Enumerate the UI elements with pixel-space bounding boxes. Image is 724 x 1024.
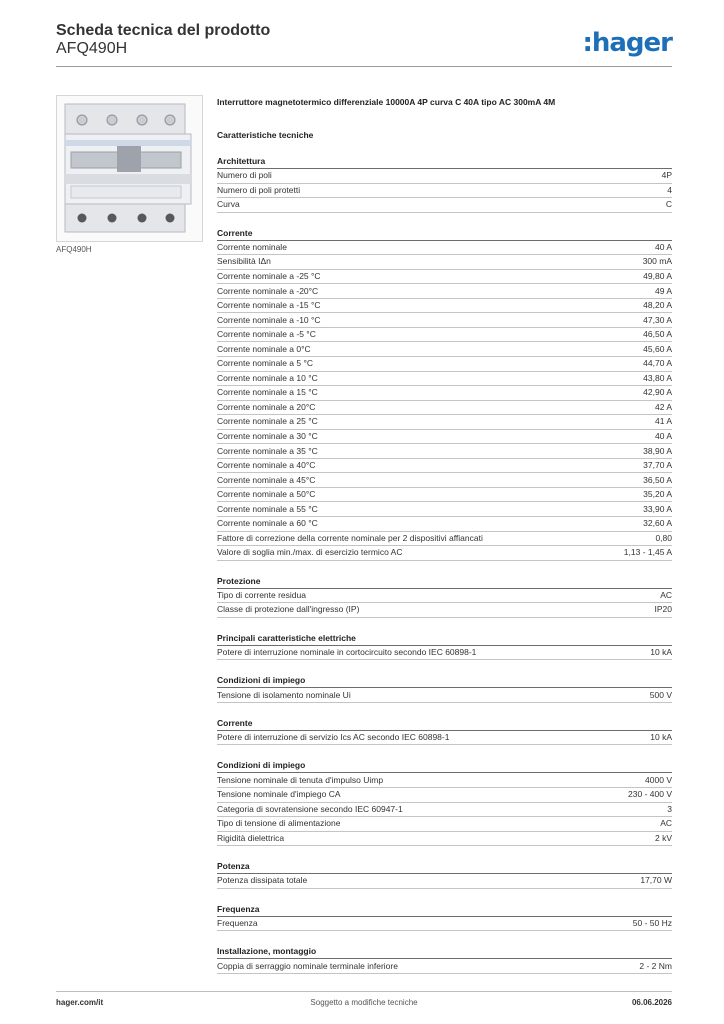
header-divider bbox=[56, 66, 672, 67]
spec-row bbox=[217, 401, 672, 416]
spec-row bbox=[217, 817, 672, 832]
spec-label: Categoria di sovratensione secondo IEC 60947-1 bbox=[217, 803, 403, 814]
spec-label: Corrente nominale a -10 °C bbox=[217, 314, 321, 325]
spec-value: 41 A bbox=[654, 416, 672, 427]
spec-value: 3 bbox=[667, 803, 672, 814]
spec-value: 300 mA bbox=[642, 256, 672, 267]
spec-label: Coppia di serraggio nominale terminale inferiore bbox=[217, 960, 398, 971]
spec-value: 44,70 A bbox=[643, 358, 672, 369]
spec-section bbox=[217, 227, 672, 561]
spec-section bbox=[217, 674, 672, 703]
section-title: Potenza bbox=[217, 860, 672, 874]
footer-date: 06.06.2026 bbox=[631, 998, 672, 1007]
spec-label: Corrente nominale a -25 °C bbox=[217, 271, 321, 281]
spec-row bbox=[217, 517, 672, 532]
spec-value: 38,90 A bbox=[643, 445, 672, 456]
spec-row bbox=[217, 357, 672, 372]
spec-label: Tensione nominale d'impiego CA bbox=[217, 789, 341, 800]
spec-value: 46,50 A bbox=[643, 329, 672, 340]
spec-value: 45,60 A bbox=[643, 343, 672, 354]
spec-row bbox=[217, 444, 672, 459]
spec-value: 0,80 bbox=[655, 532, 672, 543]
spec-label: Curva bbox=[217, 199, 240, 210]
spec-value: 10 kA bbox=[650, 647, 672, 658]
spec-label: Sensibilità IΔn bbox=[217, 256, 271, 267]
spec-row bbox=[217, 959, 672, 974]
spec-value: 10 kA bbox=[650, 732, 672, 743]
spec-row bbox=[217, 270, 672, 285]
spec-row bbox=[217, 874, 672, 889]
section-title: Condizioni di impiego bbox=[217, 674, 672, 688]
section-title: Corrente bbox=[217, 717, 672, 731]
spec-value: 47,30 A bbox=[643, 314, 672, 325]
spec-label: Tipo di tensione di alimentazione bbox=[217, 818, 341, 829]
spec-value: 35,20 A bbox=[643, 489, 672, 500]
spec-label: Corrente nominale a 15 °C bbox=[217, 387, 318, 398]
spec-label: Tensione nominale di tenuta d'impulso Uimp bbox=[217, 774, 384, 785]
spec-label: Corrente nominale a 60 °C bbox=[217, 518, 318, 529]
spec-label: Potere di interruzione di servizio Ics AC secondo IEC 60898-1 bbox=[217, 732, 450, 743]
spec-value: 17,70 W bbox=[640, 875, 672, 886]
spec-label: Potenza dissipata totale bbox=[217, 875, 308, 886]
circuit-breaker-image bbox=[57, 96, 202, 241]
spec-section bbox=[217, 717, 672, 746]
spec-value: 50 - 50 Hz bbox=[632, 917, 672, 928]
spec-label: Rigidità dielettrica bbox=[217, 832, 285, 843]
spec-label: Classe di protezione dall'ingresso (IP) bbox=[217, 604, 360, 615]
hager-logo: :hager bbox=[582, 28, 672, 58]
spec-value: 42 A bbox=[654, 401, 672, 412]
spec-label: Corrente nominale a -15 °C bbox=[217, 300, 321, 311]
spec-value: 48,20 A bbox=[643, 300, 672, 311]
spec-label: Frequenza bbox=[217, 917, 258, 928]
section-title: Protezione bbox=[217, 575, 672, 589]
spec-row bbox=[217, 731, 672, 746]
spec-value: 500 V bbox=[649, 689, 672, 700]
spec-value: 43,80 A bbox=[643, 372, 672, 383]
spec-label: Corrente nominale a 50°C bbox=[217, 489, 316, 500]
document-title: Scheda tecnica del prodotto bbox=[56, 22, 271, 39]
spec-label: Tensione di isolamento nominale Ui bbox=[217, 689, 351, 700]
spec-value: 40 A bbox=[654, 241, 672, 252]
spec-label: Numero di poli bbox=[217, 170, 272, 181]
spec-row bbox=[217, 773, 672, 788]
spec-row bbox=[217, 415, 672, 430]
spec-value: 4000 V bbox=[645, 774, 672, 785]
spec-row bbox=[217, 532, 672, 547]
spec-value: 42,90 A bbox=[643, 387, 672, 398]
spec-row bbox=[217, 313, 672, 328]
spec-row bbox=[217, 688, 672, 703]
spec-row bbox=[217, 502, 672, 517]
spec-row bbox=[217, 917, 672, 932]
product-description: Interruttore magnetotermico differenziale 10000A 4P curva C 40A tipo AC 300mA 4M bbox=[217, 97, 556, 107]
spec-content bbox=[217, 96, 672, 974]
spec-row bbox=[217, 832, 672, 847]
spec-value: 2 - 2 Nm bbox=[639, 960, 672, 971]
spec-label: Corrente nominale a -20°C bbox=[217, 285, 319, 296]
spec-label: Corrente nominale a 45°C bbox=[217, 474, 316, 485]
footer-divider bbox=[56, 991, 672, 992]
section-title: Condizioni di impiego bbox=[217, 759, 672, 773]
spec-label: Corrente nominale a 5 °C bbox=[217, 358, 314, 369]
spec-label: Corrente nominale a 40°C bbox=[217, 460, 316, 471]
spec-label: Numero di poli protetti bbox=[217, 184, 301, 195]
spec-label: Fattore di correzione della corrente nominale per 2 dispositivi affiancati bbox=[217, 532, 483, 543]
spec-label: Corrente nominale a 25 °C bbox=[217, 416, 318, 427]
spec-value: 49,80 A bbox=[643, 271, 672, 281]
spec-row bbox=[217, 342, 672, 357]
product-image bbox=[56, 95, 203, 242]
spec-value: C bbox=[665, 199, 672, 210]
section-title: Architettura bbox=[217, 155, 672, 169]
spec-row bbox=[217, 255, 672, 270]
spec-row bbox=[217, 328, 672, 343]
spec-value: AC bbox=[660, 818, 672, 829]
spec-value: 4 bbox=[667, 184, 672, 195]
footer-notice: Soggetto a modifiche tecniche bbox=[310, 998, 418, 1007]
spec-label: Valore di soglia min./max. di esercizio termico AC bbox=[217, 547, 403, 558]
section-title: Principali caratteristiche elettriche bbox=[217, 632, 672, 646]
spec-value: 33,90 A bbox=[643, 503, 672, 514]
spec-section bbox=[217, 575, 672, 618]
spec-value: 40 A bbox=[654, 431, 672, 442]
spec-value: AC bbox=[660, 589, 672, 600]
spec-label: Corrente nominale a 30 °C bbox=[217, 431, 318, 442]
spec-label: Corrente nominale a 35 °C bbox=[217, 445, 318, 456]
spec-row bbox=[217, 430, 672, 445]
spec-value: 49 A bbox=[654, 285, 672, 296]
spec-value: 4P bbox=[661, 170, 672, 181]
spec-value: 2 kV bbox=[654, 832, 672, 843]
spec-label: Corrente nominale a -5 °C bbox=[217, 329, 316, 340]
image-caption: AFQ490H bbox=[56, 245, 92, 254]
footer-website[interactable]: hager.com/it bbox=[56, 998, 104, 1007]
spec-row bbox=[217, 169, 672, 184]
spec-value: 1,13 - 1,45 A bbox=[623, 547, 672, 558]
spec-value: 230 - 400 V bbox=[628, 789, 672, 800]
spec-row bbox=[217, 299, 672, 314]
spec-section bbox=[217, 155, 672, 213]
spec-row bbox=[217, 803, 672, 818]
section-title: Corrente bbox=[217, 227, 672, 241]
spec-row bbox=[217, 488, 672, 503]
spec-value: 37,70 A bbox=[643, 460, 672, 471]
spec-label: Corrente nominale a 55 °C bbox=[217, 503, 318, 514]
spec-row bbox=[217, 788, 672, 803]
spec-section bbox=[217, 759, 672, 846]
section-title: Frequenza bbox=[217, 903, 672, 917]
spec-row bbox=[217, 241, 672, 256]
spec-row bbox=[217, 546, 672, 561]
spec-label: Tipo di corrente residua bbox=[217, 589, 306, 600]
spec-row bbox=[217, 284, 672, 299]
spec-label: Corrente nominale a 10 °C bbox=[217, 372, 318, 383]
product-code: AFQ490H bbox=[56, 40, 128, 57]
spec-row bbox=[217, 459, 672, 474]
spec-section bbox=[217, 860, 672, 889]
spec-sections bbox=[217, 155, 672, 974]
spec-label: Corrente nominale a 0°C bbox=[217, 343, 311, 354]
spec-value: 36,50 A bbox=[643, 474, 672, 485]
spec-row bbox=[217, 646, 672, 661]
spec-section bbox=[217, 632, 672, 661]
spec-label: Corrente nominale bbox=[217, 241, 287, 252]
spec-section bbox=[217, 945, 672, 974]
spec-row bbox=[217, 603, 672, 618]
tech-heading: Caratteristiche tecniche bbox=[217, 130, 314, 140]
spec-label: Corrente nominale a 20°C bbox=[217, 401, 316, 412]
spec-value: 32,60 A bbox=[643, 518, 672, 529]
spec-value: IP20 bbox=[654, 604, 672, 615]
section-title: Installazione, montaggio bbox=[217, 945, 672, 959]
spec-row bbox=[217, 372, 672, 387]
spec-section bbox=[217, 903, 672, 932]
spec-row bbox=[217, 473, 672, 488]
spec-row bbox=[217, 198, 672, 213]
spec-label: Potere di interruzione nominale in cortocircuito secondo IEC 60898-1 bbox=[217, 647, 477, 658]
spec-row bbox=[217, 184, 672, 199]
spec-row bbox=[217, 386, 672, 401]
spec-row bbox=[217, 589, 672, 604]
